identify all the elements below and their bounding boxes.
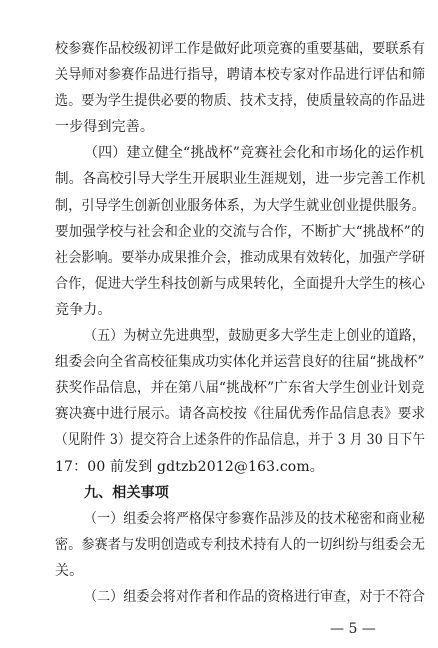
text-line: 关。 <box>55 562 84 579</box>
text-line: 合作，促进大学生科技创新与成果转化，全面提升大学生的核心 <box>55 275 426 292</box>
text-line: （见附件 3）提交符合上述条件的作品信息，并于 3 月 30 日下午 <box>55 432 426 449</box>
text-line: 赛决赛中进行展示。请各高校按《往届优秀作品信息表》要求 <box>55 406 426 423</box>
section-heading: 九、相关事项 <box>84 484 169 501</box>
text-line: 要加强学校与社会和企业的交流与合作，不断扩大“挑战杯”的 <box>55 223 425 240</box>
text-line: 密。参赛者与发明创造或专利技术持有人的一切纠纷与组委会无 <box>55 536 426 553</box>
text-line: 一步得到完善。 <box>55 119 155 136</box>
text-line: 关导师对参赛作品进行指导，聘请本校专家对作品进行评估和筛 <box>55 67 426 84</box>
text-line: 选。要为学生提供必要的物质、技术支持，使质量较高的作品进 <box>55 93 426 110</box>
text-line: 社会影响。要举办成果推介会，推动成果有效转化，加强产学研 <box>55 249 426 266</box>
text-line: 获奖作品信息，并在第八届“挑战杯”广东省大学生创业计划竞 <box>55 380 425 397</box>
text-line: （四）建立健全“挑战杯”竞赛社会化和市场化的运作机 <box>84 145 425 162</box>
text-line: 17：00 前发到 gdtzb2012@163.com。 <box>55 458 324 475</box>
text-line: 校参赛作品校级初评工作是做好此项竞赛的重要基础，要联系有 <box>55 41 426 57</box>
page-number: — 5 — <box>330 621 376 637</box>
text-line: （一）组委会将严格保守参赛作品涉及的技术秘密和商业秘 <box>84 510 426 527</box>
text-line: 制。各高校引导大学生开展职业生涯规划，进一步完善工作机 <box>55 171 426 188</box>
text-line: 竞争力。 <box>55 301 112 318</box>
text-line: 组委会向全省高校征集成功实体化并运营良好的往届“挑战杯” <box>55 354 425 371</box>
text-line: （五）为树立先进典型，鼓励更多大学生走上创业的道路， <box>84 328 426 345</box>
text-line: 制，引导学生创新创业服务体系，为大学生就业创业提供服务。 <box>55 197 426 214</box>
text-line: （二）组委会将对作者和作品的资格进行审查，对于不符合 <box>84 589 426 605</box>
